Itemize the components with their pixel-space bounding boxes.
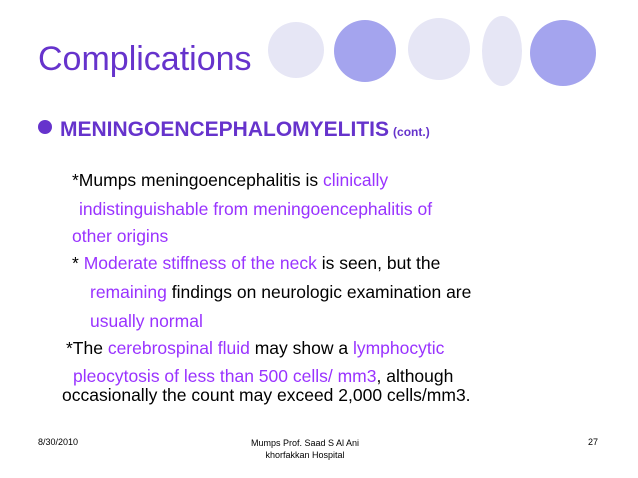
- body-highlight: other origins: [72, 226, 169, 246]
- body-line-4: [72, 253, 440, 274]
- footer-center-line1: Mumps Prof. Saad S Al Ani: [250, 438, 360, 448]
- decor-circle-2: [334, 20, 396, 82]
- body-highlight: lymphocytic: [352, 338, 445, 358]
- decor-circle-5: [530, 20, 596, 86]
- footer-page-number: 27: [588, 437, 599, 447]
- slide-title: Complications: [38, 40, 252, 78]
- footer-date: 8/30/2010: [38, 437, 79, 447]
- body-text: , although: [376, 366, 454, 386]
- body-line-3: [72, 226, 168, 247]
- body-highlight: clinically: [322, 170, 389, 190]
- bullet-heading-row: [38, 118, 430, 142]
- body-text: may show a: [249, 338, 353, 358]
- decor-circle-1: [268, 22, 324, 78]
- body-highlight: remaining: [90, 282, 167, 302]
- body-line-7: [66, 338, 444, 359]
- body-line-8: [73, 366, 453, 387]
- body-line-6: [90, 311, 203, 332]
- body-text: *The: [66, 338, 108, 358]
- body-line-1: [72, 170, 388, 191]
- body-text: occasionally the count may exceed 2,000 cells/mm3.: [62, 385, 471, 405]
- body-highlight: indistinguishable from meningoencephalitis of: [79, 199, 433, 219]
- body-text: is seen, but the: [316, 253, 441, 273]
- body-text: *: [72, 253, 84, 273]
- body-highlight: cerebrospinal fluid: [107, 338, 250, 358]
- body-line-2: [79, 199, 432, 220]
- bullet-dot-icon: [38, 120, 52, 134]
- body-highlight: pleocytosis of less than 500 cells/ mm3: [73, 366, 377, 386]
- body-highlight: Moderate stiffness of the neck: [83, 253, 317, 273]
- body-line-5: [90, 282, 471, 303]
- body-text: findings on neurologic examination are: [166, 282, 472, 302]
- decor-circle-3: [408, 18, 470, 80]
- bullet-heading: MENINGOENCEPHALOMYELITIS: [60, 118, 390, 141]
- footer-center: [230, 437, 380, 461]
- footer-center-line2: khorfakkan Hospital: [265, 450, 345, 460]
- body-line-9: [62, 385, 471, 406]
- body-text: *Mumps meningoencephalitis is: [72, 170, 323, 190]
- decor-circle-4: [482, 16, 522, 86]
- bullet-heading-suffix: (cont.): [393, 125, 430, 139]
- body-highlight: usually normal: [90, 311, 203, 331]
